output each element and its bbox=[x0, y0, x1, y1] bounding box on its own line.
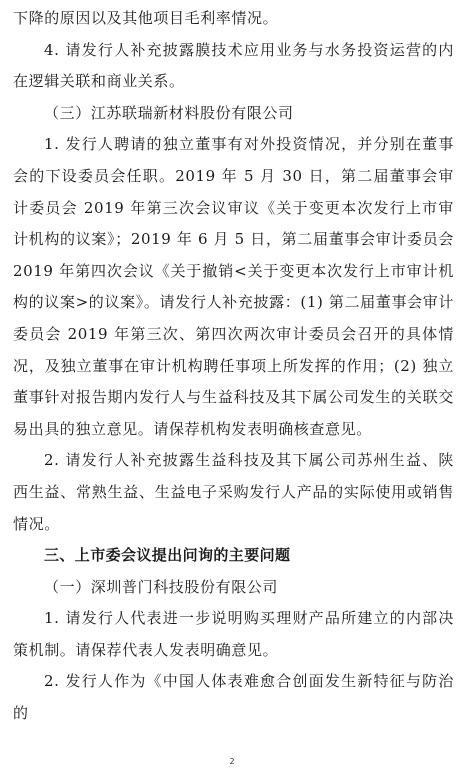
paragraph-margin-decline-continuation: 下降的原因以及其他项目毛利率情况。 bbox=[13, 9, 279, 27]
paragraph-item-2-wound-research: 2. 发行人作为《中国人体表难愈合创面发生新特征与防治的 bbox=[13, 672, 454, 723]
section-heading-lianrui: （三）江苏联瑞新材料股份有限公司 bbox=[44, 103, 294, 122]
paragraph-item-1-wealth-products: 1. 请发行人代表进一步说明购买理财产品所建立的内部决策机制。请保荐代表人发表明确意见。 bbox=[13, 609, 454, 659]
paragraph-item-4-membrane-water: 4. 请发行人补充披露膜技术应用业务与水务投资运营的内在逻辑关联和商业关系。 bbox=[13, 40, 454, 91]
section-heading-listing-committee: 三、上市委会议提出问询的主要问题 bbox=[44, 546, 291, 565]
page-number: 2 bbox=[229, 757, 235, 766]
section-heading-pumen: （一）深圳普门科技股份有限公司 bbox=[44, 577, 279, 596]
paragraph-item-2-shengyi-products: 2. 请发行人补充披露生益科技及其下属公司苏州生益、陕西生益、常熟生益、生益电子采购发行人产品的实际使用或销售情况。 bbox=[13, 451, 454, 533]
paragraph-item-1-independent-director: 1. 发行人聘请的独立董事有对外投资情况，并分别在董事会的下设委员会任职。2019 年 5 月 30 日，第二届董事会审计委员会 2019 年第三次会议审议《关于变更本次发行上市审计机构的议案》；2019 年 6 月 5 日，第二届董事会审计委员会 2019 年第四次会议《关于撤销<关于变更本次发行上市审计机构的议案>的议案》。请发行人补充披露：(1) 第二届董事会审计委员会 2019 年第三次、第四次两次审计委员会召开的具体情况，及独立董事在审计机构聘任事项上所发挥的作用；(2) 独立董事针对报告期内发行人与生益科技及其下属公司发生的关联交易出具的独立意见。请保荐机构发表明确核查意见。 bbox=[13, 135, 454, 438]
